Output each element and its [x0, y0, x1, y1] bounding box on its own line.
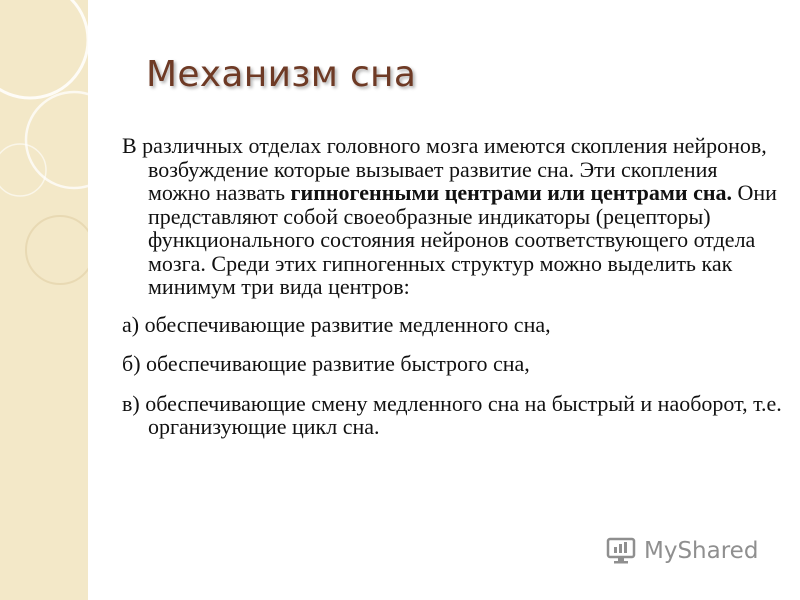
list-item-c: в) обеспечивающие смену медленного сна на быстрый и наоборот, т.е. организующие цикл сна.: [122, 390, 782, 439]
intro-bold-term: гипногенными центрами или центрами сна.: [290, 180, 733, 205]
intro-paragraph: [122, 134, 782, 299]
watermark-text: MyShared: [644, 538, 759, 564]
decorative-left-band: [0, 0, 88, 600]
myshared-logo-icon: [606, 536, 640, 566]
intro-text-start: В различных отделах головного мозга имеются скопления нейронов, возбуждение которые вызывает развитие сна. Эти скопления можно назвать: [122, 133, 767, 205]
list-item-a: а) обеспечивающие развитие медленного сна,: [122, 311, 551, 337]
watermark: [606, 536, 758, 566]
slide-body: [122, 134, 782, 455]
decorative-circles: [0, 0, 88, 600]
intro-text-end: Они представляют собой своеобразные индикаторы (рецепторы) функционального состояния нейронов соответствующего отдела мозга. Среди этих гипногенных структур можно выделить как минимум три вида центров:: [148, 180, 777, 299]
slide-title: Механизм сна: [146, 54, 417, 95]
list-item-b: б) обеспечивающие развитие быстрого сна,: [122, 351, 530, 376]
